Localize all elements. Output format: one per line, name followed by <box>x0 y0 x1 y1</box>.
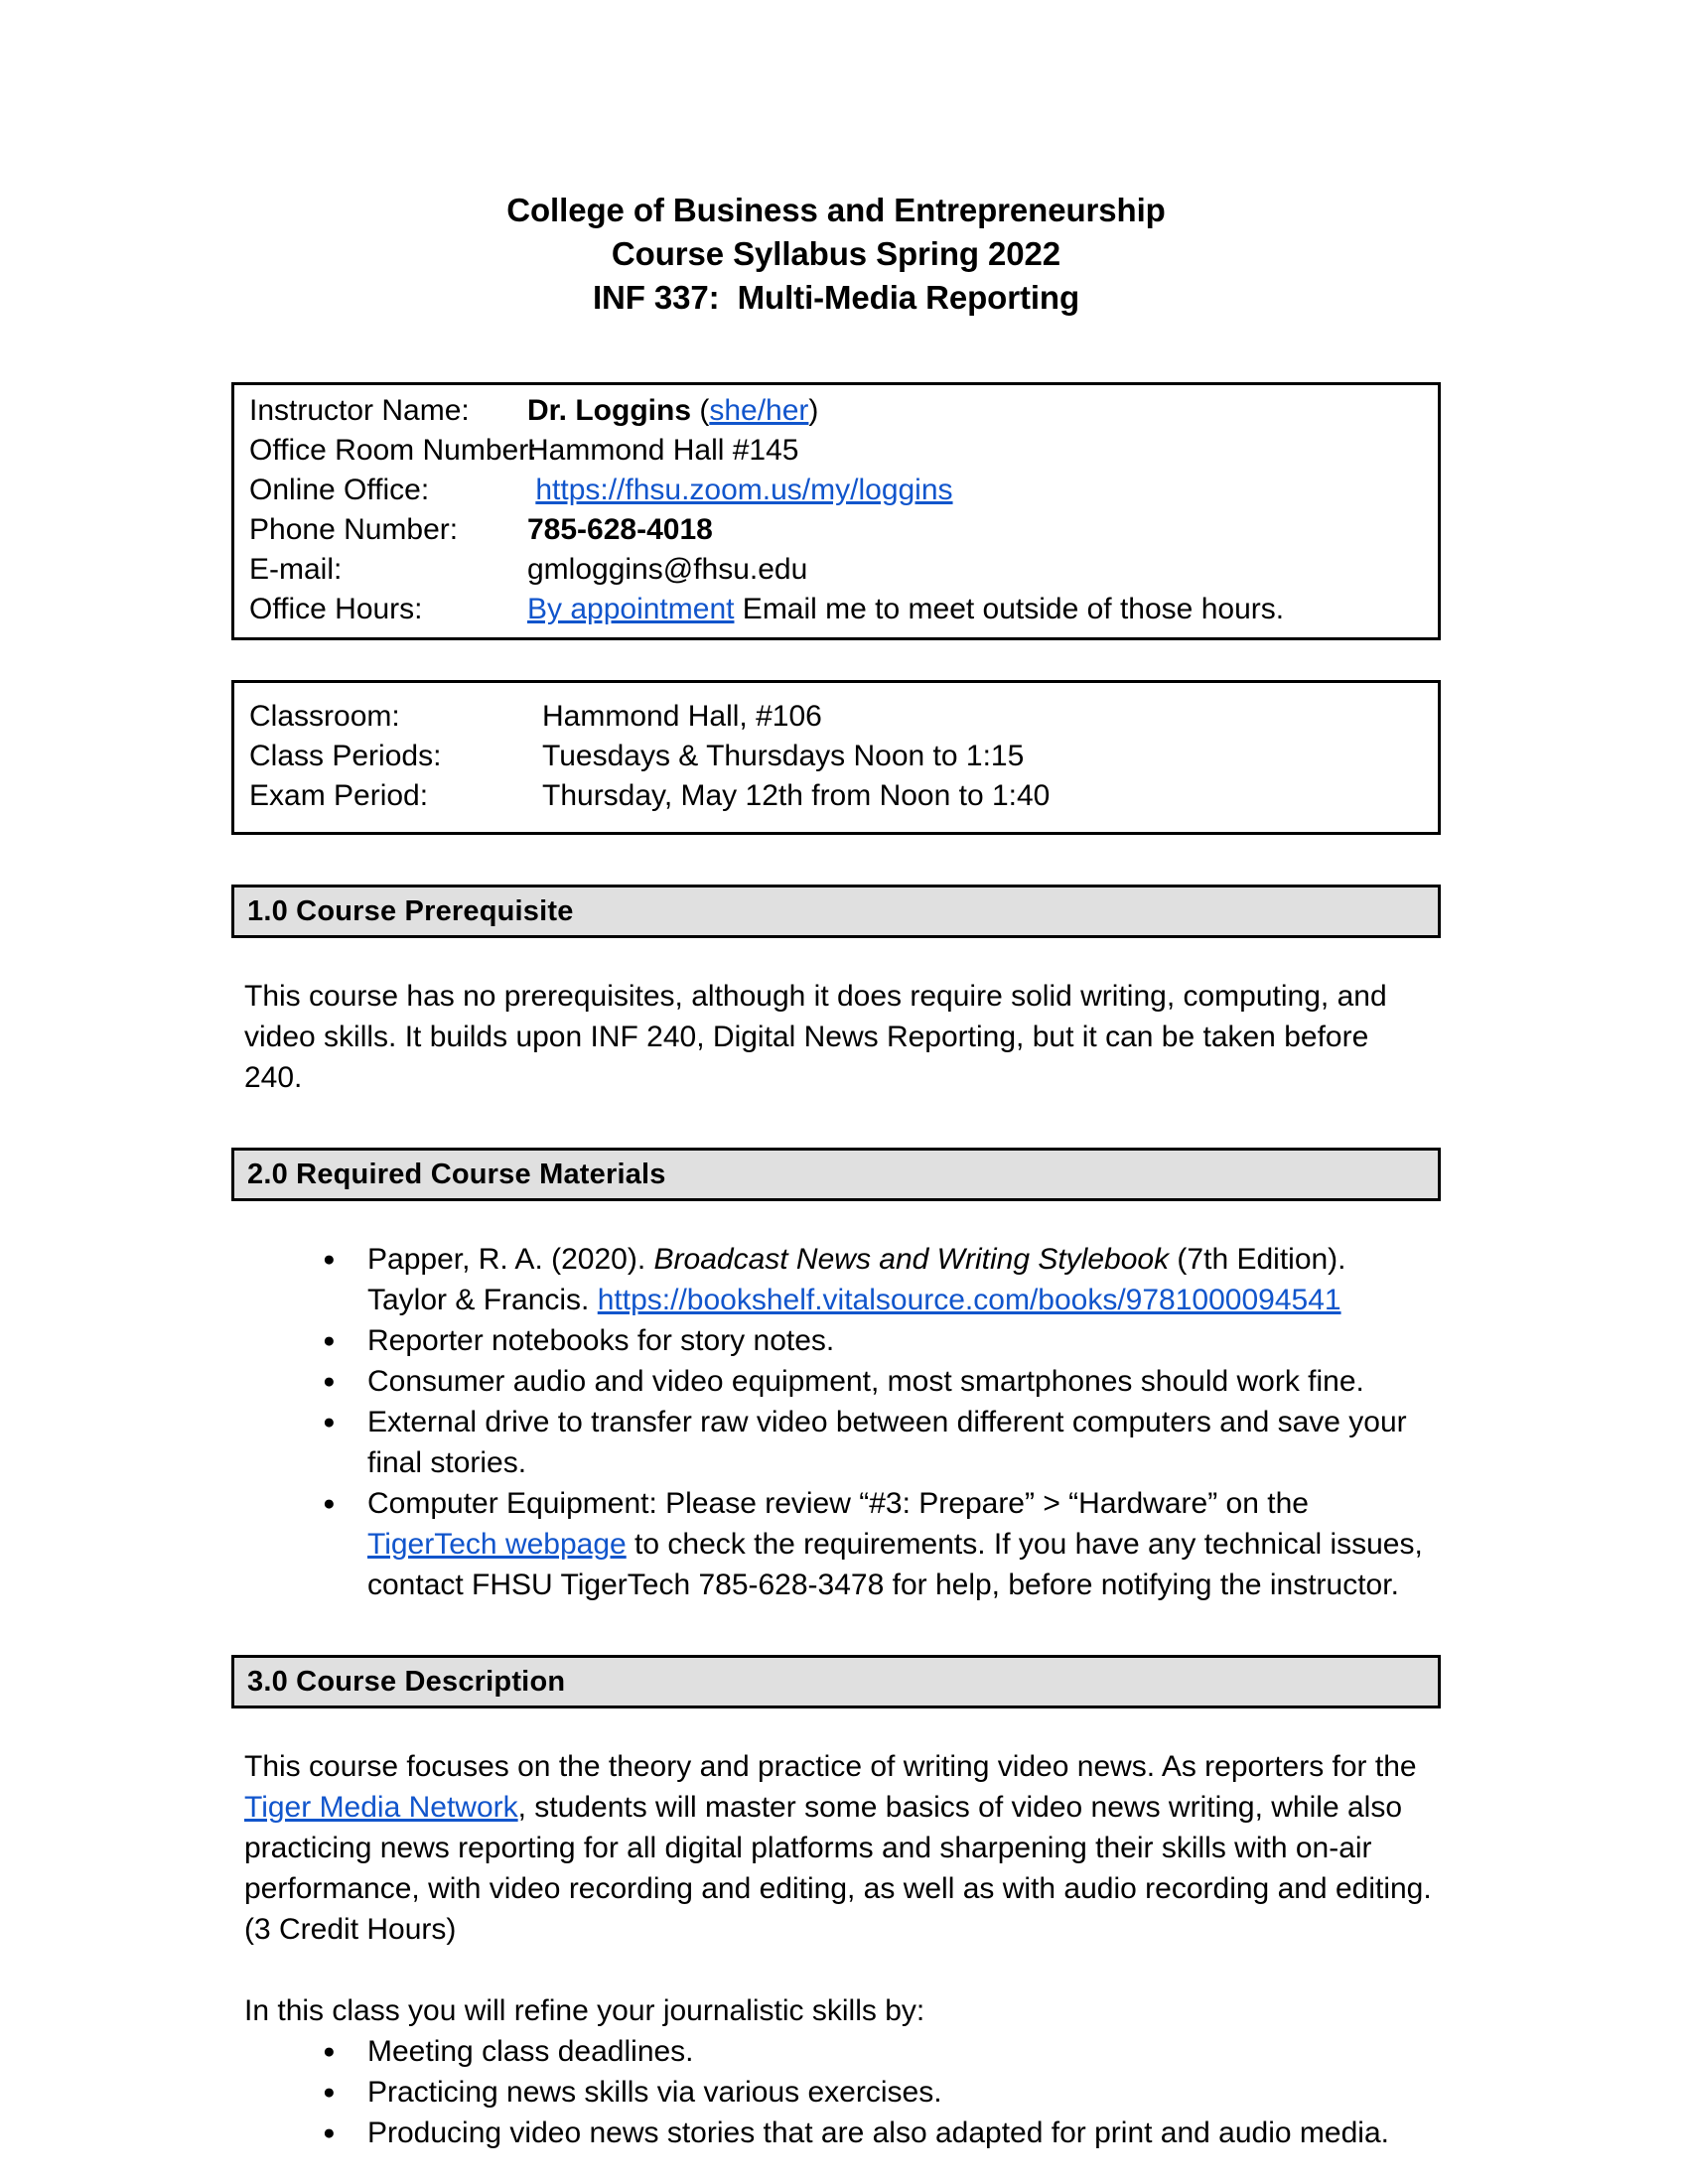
prerequisite-paragraph: This course has no prerequisites, although it does require solid writing, computing, and video skills. It builds upon INF 240, Digital News Reporting, but it can be taken before 240. <box>244 980 1387 1094</box>
class-periods-row <box>234 737 1438 776</box>
email-label: E-mail: <box>249 553 343 586</box>
phone-label: Phone Number: <box>249 513 459 546</box>
list-item: ● Reporter notebooks for story notes. <box>323 1320 1433 1361</box>
phone-row <box>234 510 1438 550</box>
classroom-value: Hammond Hall, #106 <box>542 700 822 733</box>
instructor-name-value <box>527 391 1438 431</box>
office-room-value: Hammond Hall #145 <box>527 434 799 467</box>
vitalsource-link[interactable]: https://bookshelf.vitalsource.com/books/9781000094541 <box>597 1284 1341 1316</box>
office-hours-value <box>527 590 1438 629</box>
classroom-row <box>234 697 1438 737</box>
description-paragraph <box>244 1746 1433 1950</box>
email-value: gmloggins@fhsu.edu <box>527 553 808 586</box>
skills-list <box>231 2031 1441 2153</box>
phone-value: 785-628-4018 <box>527 513 713 546</box>
office-room-row <box>234 431 1438 471</box>
title-line-3: INF 337: Multi-Media Reporting <box>592 279 1080 316</box>
title-line-1: College of Business and Entrepreneurship <box>506 192 1166 228</box>
instructor-name-text: Dr. Loggins <box>527 394 691 427</box>
classroom-label: Classroom: <box>249 700 400 733</box>
class-periods-value: Tuesdays & Thursdays Noon to 1:15 <box>542 740 1025 772</box>
section-body-description <box>231 1746 1441 2031</box>
section-body-prerequisite <box>231 976 1441 1098</box>
list-item: ● Practicing news skills via various exercises. <box>323 2072 1433 2113</box>
online-office-label: Online Office: <box>249 474 430 506</box>
exam-period-label: Exam Period: <box>249 779 429 812</box>
computer-equipment-pre: Computer Equipment: Please review “#3: Prepare” > “Hardware” on the <box>367 1487 1309 1520</box>
office-room-label: Office Room Number: <box>249 434 537 467</box>
office-hours-note: Email me to meet outside of those hours. <box>734 593 1285 625</box>
document-sheet <box>231 0 1441 2153</box>
office-hours-row <box>234 590 1438 629</box>
materials-list <box>231 1239 1441 1605</box>
exam-period-value: Thursday, May 12th from Noon to 1:40 <box>542 779 1051 812</box>
list-item <box>323 1483 1433 1605</box>
online-office-value <box>527 471 1438 510</box>
exam-period-row <box>234 776 1438 816</box>
office-hours-label: Office Hours: <box>249 593 423 625</box>
instructor-info-box <box>231 382 1441 640</box>
page-title <box>231 0 1441 320</box>
instructor-name-label: Instructor Name: <box>249 394 470 427</box>
title-line-2: Course Syllabus Spring 2022 <box>611 235 1061 272</box>
description-post: , students will master some basics of video news writing, while also practicing news reporting for all digital platforms and sharpening their skills with on-air performance, with video recording and editing, as well as with audio recording and editing. (3 Credit Hours) <box>244 1791 1432 1946</box>
description-pre: This course focuses on the theory and practice of writing video news. As reporters for the <box>244 1750 1417 1783</box>
list-item <box>323 1239 1433 1320</box>
pronoun-paren-close: ) <box>808 394 819 427</box>
textbook-title: Broadcast News and Writing Stylebook <box>653 1243 1170 1276</box>
zoom-office-link[interactable]: https://fhsu.zoom.us/my/loggins <box>535 474 953 506</box>
section-heading-prerequisite: 1.0 Course Prerequisite <box>231 885 1441 938</box>
list-item: ● Producing video news stories that are also adapted for print and audio media. <box>323 2113 1433 2153</box>
class-periods-label: Class Periods: <box>249 740 442 772</box>
online-office-row <box>234 471 1438 510</box>
textbook-citation-pre: Papper, R. A. (2020). <box>367 1243 654 1276</box>
section-heading-description: 3.0 Course Description <box>231 1655 1441 1708</box>
by-appointment-link[interactable]: By appointment <box>527 593 735 625</box>
tigertech-webpage-link[interactable]: TigerTech webpage <box>367 1528 627 1561</box>
list-item: ● External drive to transfer raw video between different computers and save your final stories. <box>323 1402 1433 1483</box>
instructor-name-row <box>234 391 1438 431</box>
pronoun-paren-open: ( <box>691 394 710 427</box>
computer-equipment-post: to check the requirements. If you have any technical issues, contact FHSU TigerTech 785-628-3478 for help, before notifying the instructor. <box>367 1528 1423 1601</box>
section-heading-materials: 2.0 Required Course Materials <box>231 1148 1441 1201</box>
pronouns-link[interactable]: she/her <box>709 394 809 427</box>
schedule-info-box <box>231 680 1441 835</box>
email-row <box>234 550 1438 590</box>
description-intro: In this class you will refine your journalistic skills by: <box>244 1994 925 2027</box>
list-item: ● Consumer audio and video equipment, most smartphones should work fine. <box>323 1361 1433 1402</box>
list-item: ● Meeting class deadlines. <box>323 2031 1433 2072</box>
textbook-citation-mid: (7th Edition). Taylor & Francis. <box>367 1243 1346 1316</box>
tiger-media-network-link[interactable]: Tiger Media Network <box>244 1791 518 1824</box>
